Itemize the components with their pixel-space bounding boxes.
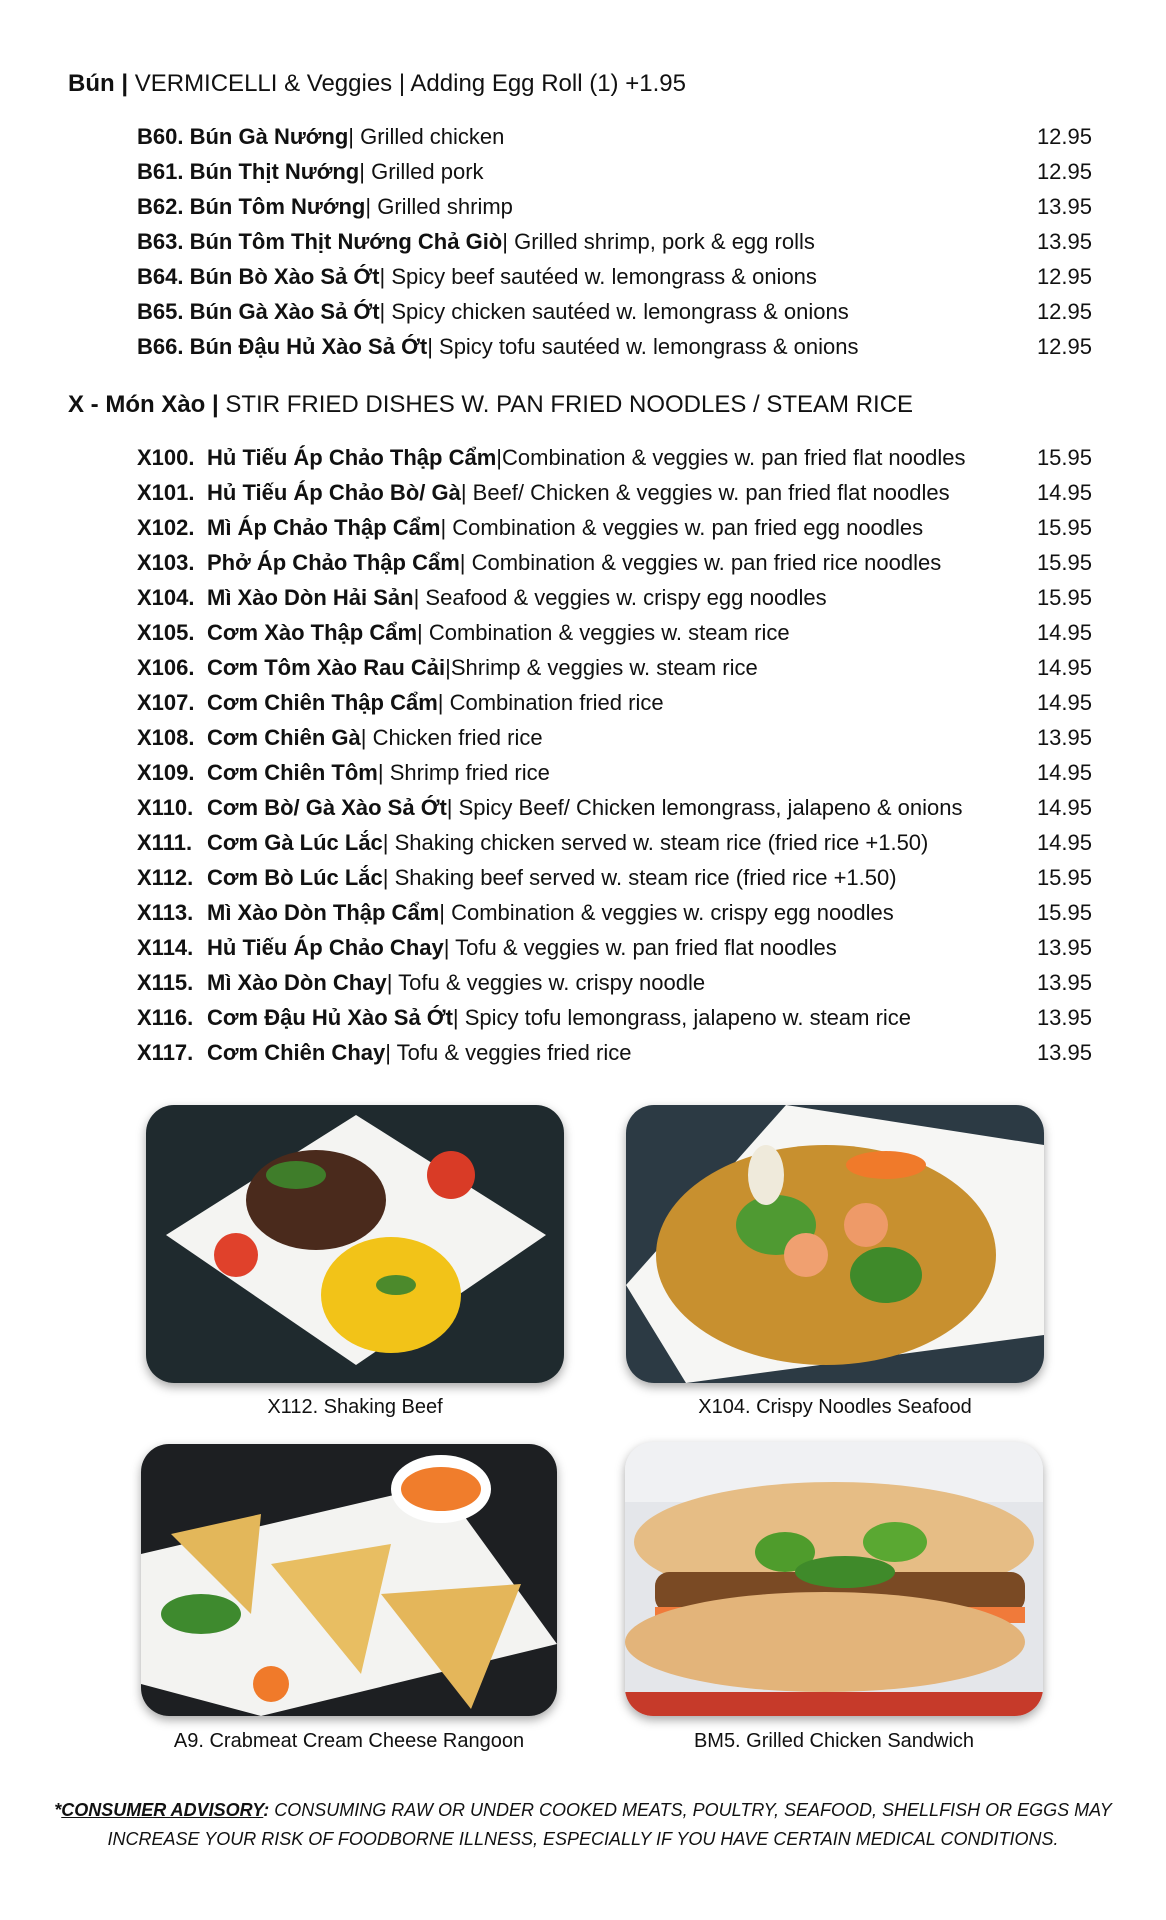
item-code: B65.: [137, 299, 184, 324]
item-name: Cơm Chiên Tôm: [207, 760, 378, 785]
item-name: Mì Xào Dòn Chay: [207, 970, 387, 995]
item-code: X104.: [137, 585, 195, 610]
advisory-lead: CONSUMER ADVISORY: [61, 1800, 264, 1820]
item-description: | Combination & veggies w. crispy egg noodles: [439, 900, 894, 925]
item-name: Mì Xào Dòn Hải Sản: [207, 585, 414, 610]
photo-grilled-chicken-sandwich: [625, 1442, 1043, 1716]
menu-item-b64: [137, 264, 1092, 299]
bun-title-bold: Bún |: [68, 70, 129, 97]
menu-item-x116: [137, 1005, 1092, 1040]
item-name: Cơm Chiên Gà: [207, 725, 361, 750]
consumer-advisory: [40, 1796, 1126, 1854]
item-code: X108.: [137, 725, 195, 750]
item-name: Bún Tôm Thịt Nướng Chả Giò: [189, 229, 503, 254]
item-price: 13.95: [1036, 725, 1092, 750]
item-price: 14.95: [1036, 795, 1092, 820]
item-price: 12.95: [1036, 159, 1092, 184]
item-price: 13.95: [1036, 970, 1092, 995]
menu-item-x110: [137, 795, 1092, 830]
menu-item-x112: [137, 865, 1092, 900]
caption-crabmeat-rangoon: A9. Crabmeat Cream Cheese Rangoon: [173, 1730, 525, 1752]
advisory-line-2: INCREASE YOUR RISK OF FOODBORNE ILLNESS, ESPECIALLY IF YOU HAVE CERTAIN MEDICAL CONDITIONS.: [107, 1829, 1059, 1849]
menu-item-x100: [137, 445, 1092, 480]
item-price: 15.95: [1036, 585, 1092, 610]
item-code: X103.: [137, 550, 195, 575]
menu-item-x108: [137, 725, 1092, 760]
menu-item-x103: [137, 550, 1092, 585]
item-description: | Spicy Beef/ Chicken lemongrass, jalapeno & onions: [446, 795, 963, 820]
item-code: X111.: [137, 830, 193, 855]
item-description: | Tofu & veggies w. pan fried flat noodles: [443, 935, 837, 960]
item-description: |Shrimp & veggies w. steam rice: [445, 655, 758, 680]
item-code: B61.: [137, 159, 184, 184]
item-code: X102.: [137, 515, 195, 540]
item-name: Bún Tôm Nướng: [189, 194, 366, 219]
menu-item-x115: [137, 970, 1092, 1005]
item-name: Cơm Tôm Xào Rau Cải: [207, 655, 446, 680]
item-code: B62.: [137, 194, 184, 219]
item-code: X106.: [137, 655, 195, 680]
item-name: Cơm Bò/ Gà Xào Sả Ớt: [207, 795, 447, 820]
item-price: 13.95: [1036, 935, 1092, 960]
item-description: | Grilled chicken: [348, 124, 505, 149]
item-price: 12.95: [1036, 264, 1092, 289]
photo-shaking-beef: [146, 1105, 564, 1383]
bun-section-title: [68, 70, 686, 98]
menu-item-x111: [137, 830, 1092, 865]
item-price: 13.95: [1036, 194, 1092, 219]
item-code: B66.: [137, 334, 184, 359]
item-name: Hủ Tiếu Áp Chảo Chay: [207, 935, 444, 960]
item-code: X109.: [137, 760, 195, 785]
menu-item-x105: [137, 620, 1092, 655]
advisory-star: *: [54, 1800, 62, 1820]
menu-item-x113: [137, 900, 1092, 935]
menu-item-b63: [137, 229, 1092, 264]
item-description: | Beef/ Chicken & veggies w. pan fried flat noodles: [460, 480, 950, 505]
item-name: Cơm Chiên Thập Cẩm: [207, 690, 438, 715]
item-description: | Combination & veggies w. steam rice: [417, 620, 790, 645]
item-code: X112.: [137, 865, 194, 890]
item-name: Cơm Chiên Chay: [207, 1040, 386, 1065]
item-description: | Grilled shrimp: [365, 194, 513, 219]
item-code: X101.: [137, 480, 195, 505]
photo-crabmeat-rangoon: [141, 1444, 557, 1716]
item-name: Mì Xào Dòn Thập Cẩm: [207, 900, 440, 925]
item-name: Bún Đậu Hủ Xào Sả Ớt: [189, 334, 428, 359]
item-code: X110.: [137, 795, 194, 820]
item-price: 15.95: [1036, 550, 1092, 575]
item-name: Cơm Gà Lúc Lắc: [207, 830, 383, 855]
item-description: | Shrimp fried rice: [377, 760, 550, 785]
item-name: Hủ Tiếu Áp Chảo Thập Cẩm: [207, 445, 497, 470]
menu-item-x101: [137, 480, 1092, 515]
item-code: X117.: [137, 1040, 194, 1065]
item-description: | Grilled shrimp, pork & egg rolls: [502, 229, 815, 254]
item-description: | Combination & veggies w. pan fried rice noodles: [459, 550, 942, 575]
menu-item-x107: [137, 690, 1092, 725]
advisory-colon: :: [263, 1800, 270, 1820]
item-code: X115.: [137, 970, 194, 995]
item-price: 12.95: [1036, 124, 1092, 149]
item-name: Phở Áp Chảo Thập Cẩm: [207, 550, 460, 575]
menu-item-x106: [137, 655, 1092, 690]
item-description: | Shaking beef served w. steam rice (fried rice +1.50): [382, 865, 897, 890]
item-code: X113.: [137, 900, 194, 925]
item-description: | Spicy tofu lemongrass, jalapeno w. steam rice: [452, 1005, 912, 1030]
item-description: | Combination & veggies w. pan fried egg noodles: [440, 515, 924, 540]
item-description: | Shaking chicken served w. steam rice (fried rice +1.50): [382, 830, 929, 855]
item-description: | Seafood & veggies w. crispy egg noodles: [413, 585, 827, 610]
menu-item-b60: [137, 124, 1092, 159]
item-code: B63.: [137, 229, 184, 254]
item-price: 14.95: [1036, 760, 1092, 785]
item-code: X105.: [137, 620, 195, 645]
xao-item-list: [137, 445, 1092, 1075]
item-name: Bún Gà Nướng: [189, 124, 349, 149]
item-name: Cơm Đậu Hủ Xào Sả Ớt: [207, 1005, 453, 1030]
item-price: 12.95: [1036, 299, 1092, 324]
item-price: 14.95: [1036, 480, 1092, 505]
item-price: 13.95: [1036, 1040, 1092, 1065]
item-code: X116.: [137, 1005, 194, 1030]
item-price: 12.95: [1036, 334, 1092, 359]
item-price: 14.95: [1036, 830, 1092, 855]
menu-item-x104: [137, 585, 1092, 620]
xao-title-bold: X - Món Xào |: [68, 391, 219, 418]
item-name: Mì Áp Chảo Thập Cẩm: [207, 515, 441, 540]
item-description: | Tofu & veggies w. crispy noodle: [386, 970, 706, 995]
photo-crispy-noodles-seafood: [626, 1105, 1044, 1383]
item-code: X114.: [137, 935, 194, 960]
caption-grilled-chicken-sandwich: BM5. Grilled Chicken Sandwich: [693, 1730, 975, 1752]
item-code: X100.: [137, 445, 195, 470]
xao-section-title: [68, 391, 913, 419]
item-price: 14.95: [1036, 620, 1092, 645]
item-name: Bún Bò Xào Sả Ớt: [189, 264, 380, 289]
item-name: Bún Thịt Nướng: [189, 159, 360, 184]
item-description: | Spicy chicken sautéed w. lemongrass & onions: [379, 299, 849, 324]
item-description: | Grilled pork: [359, 159, 484, 184]
item-description: | Spicy beef sautéed w. lemongrass & onions: [379, 264, 817, 289]
item-code: X107.: [137, 690, 195, 715]
item-price: 13.95: [1036, 1005, 1092, 1030]
item-price: 15.95: [1036, 865, 1092, 890]
advisory-line-1: [40, 1796, 1126, 1825]
xao-title-rest: STIR FRIED DISHES W. PAN FRIED NOODLES / STEAM RICE: [218, 391, 914, 418]
item-price: 15.95: [1036, 515, 1092, 540]
item-price: 14.95: [1036, 690, 1092, 715]
item-description: | Tofu & veggies fried rice: [385, 1040, 632, 1065]
menu-item-x109: [137, 760, 1092, 795]
item-name: Hủ Tiếu Áp Chảo Bò/ Gà: [207, 480, 461, 505]
menu-item-x102: [137, 515, 1092, 550]
item-description: | Combination fried rice: [437, 690, 664, 715]
caption-crispy-noodles-seafood: X104. Crispy Noodles Seafood: [698, 1396, 972, 1418]
item-description: | Spicy tofu sautéed w. lemongrass & onions: [427, 334, 859, 359]
advisory-text-1: CONSUMING RAW OR UNDER COOKED MEATS, POULTRY, SEAFOOD, SHELLFISH OR EGGS MAY: [269, 1800, 1112, 1820]
menu-item-b61: [137, 159, 1092, 194]
bun-title-rest: VERMICELLI & Veggies | Adding Egg Roll (1) +1.95: [128, 70, 686, 97]
bun-item-list: [137, 124, 1092, 369]
menu-item-b65: [137, 299, 1092, 334]
item-price: 14.95: [1036, 655, 1092, 680]
item-description: |Combination & veggies w. pan fried flat noodles: [496, 445, 966, 470]
menu-item-b66: [137, 334, 1092, 369]
menu-item-x117: [137, 1040, 1092, 1075]
menu-item-x114: [137, 935, 1092, 970]
item-name: Cơm Xào Thập Cẩm: [207, 620, 418, 645]
item-price: 15.95: [1036, 900, 1092, 925]
item-name: Bún Gà Xào Sả Ớt: [189, 299, 380, 324]
menu-item-b62: [137, 194, 1092, 229]
caption-shaking-beef: X112. Shaking Beef: [267, 1396, 443, 1418]
item-name: Cơm Bò Lúc Lắc: [207, 865, 383, 890]
item-code: B64.: [137, 264, 184, 289]
item-price: 15.95: [1036, 445, 1092, 470]
item-code: B60.: [137, 124, 184, 149]
item-price: 13.95: [1036, 229, 1092, 254]
item-description: | Chicken fried rice: [360, 725, 543, 750]
